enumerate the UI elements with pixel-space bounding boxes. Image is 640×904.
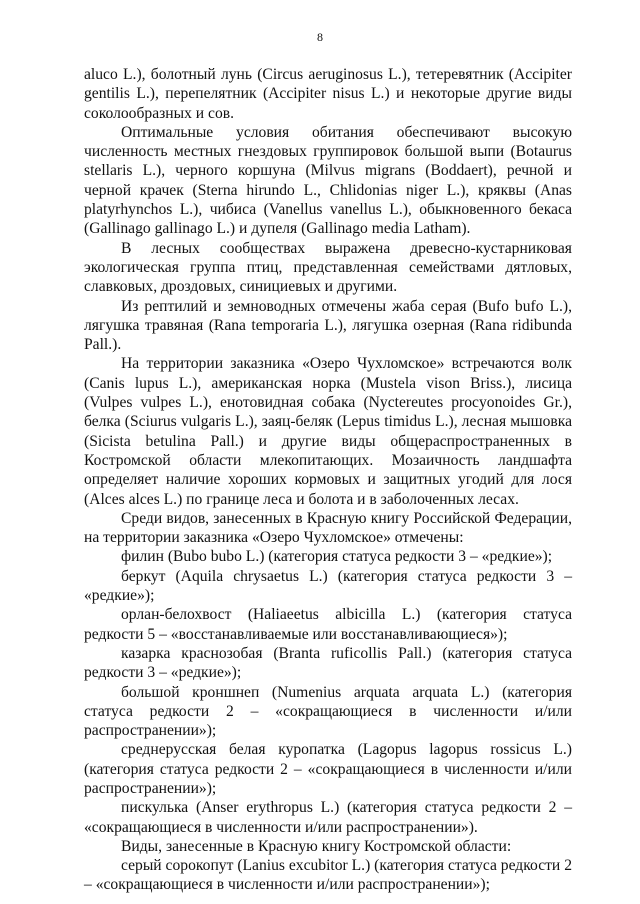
paragraph-mammals: На территории заказника «Озеро Чухломское» встречаются волк (Canis lupus L.), американская норка (Mustela vison Briss.), лисица (Vulpes vulpes L.), енотовидная собака (Nyctereutes procyonoides Gr.), белка (Sciurus vulgaris L.), заяц-беляк (Lepus timidus L.), лесная мышовка (Sicista betulina Pall.) и другие виды общераспространенных в Костромской области млекопитающих. Мозаичность ландшафта определяет наличие хороших кормовых и защитных угодий для лося (Alces alces L.) по границе леса и болота и в заболоченных лесах. <box>84 355 572 508</box>
list-item-white-tailed-eagle: орлан-белохвост (Haliaeetus albicilla L.) (категория статуса редкости 5 – «восстанавливаемые или восстанавливающиеся»); <box>84 606 572 643</box>
list-item-great-grey-shrike: серый сорокопут (Lanius excubitor L.) (категория статуса редкости 2 – «сокращающиеся в численности и/или распространении»); <box>84 857 572 894</box>
paragraph-reptiles-amphibians: Из рептилий и земноводных отмечены жаба серая (Bufo bufo L.), лягушка травяная (Rana temporaria L.), лягушка озерная (Rana ridibunda Pall.). <box>84 297 572 354</box>
list-item-red-breasted-goose: казарка краснозобая (Branta ruficollis Pall.) (категория статуса редкости 3 – «редкие»); <box>84 644 572 682</box>
list-item-willow-ptarmigan: среднерусская белая куропатка (Lagopus lagopus rossicus L.) (категория статуса редкости 2 – «сокращающиеся в численности и/или распространении»); <box>84 741 572 797</box>
list-item-curlew: большой кроншнеп (Numenius arquata arquata L.) (категория статуса редкости 2 – «сокращающиеся в численности и/или распространении»); <box>84 683 572 740</box>
paragraph-red-book-kostroma-intro: Виды, занесенные в Красную книгу Костромской области: <box>121 837 512 855</box>
list-item-lesser-white-fronted-goose: пискулька (Anser erythropus L.) (категория статуса редкости 2 – «сокращающиеся в численности и/или распространении»). <box>84 799 572 836</box>
page-number: 8 <box>317 30 323 44</box>
list-item-eagle-owl: филин (Bubo bubo L.) (категория статуса редкости 3 – «редкие»); <box>121 548 553 566</box>
paragraph-forest-birds: В лесных сообществах выражена древесно-кустарниковая экологическая группа птиц, представленная семействами дятловых, славковых, дроздовых, синициевых и другими. <box>84 239 572 296</box>
paragraph-habitat-conditions: Оптимальные условия обитания обеспечивают высокую численность местных гнездовых группировок большой выпи (Botaurus stellaris L.), черного коршуна (Milvus migrans (Boddaert), речной и черной крачек (Sterna hirundo L., Chlidonias niger L.), кряквы (Anas platyrhynchos L.), чибиса (Vanellus vanellus L.), обыкновенного бекаса (Gallinago gallinago L.) и дупеля (Gallinago media Latham). <box>84 123 572 238</box>
body-text <box>84 65 572 895</box>
list-item-golden-eagle: беркут (Aquila chrysaetus L.) (категория статуса редкости 3 – «редкие»); <box>84 567 572 605</box>
paragraph-continuation: aluco L.), болотный лунь (Circus aeruginosus L.), тетеревятник (Accipiter gentilis L.), перепелятник (Accipiter nisus L.) и некоторые другие виды соколообразных и сов. <box>84 66 572 122</box>
paragraph-red-book-rf-intro: Среди видов, занесенных в Красную книгу Российской Федерации, на территории заказника «Озеро Чухломское» отмечены: <box>84 509 572 547</box>
